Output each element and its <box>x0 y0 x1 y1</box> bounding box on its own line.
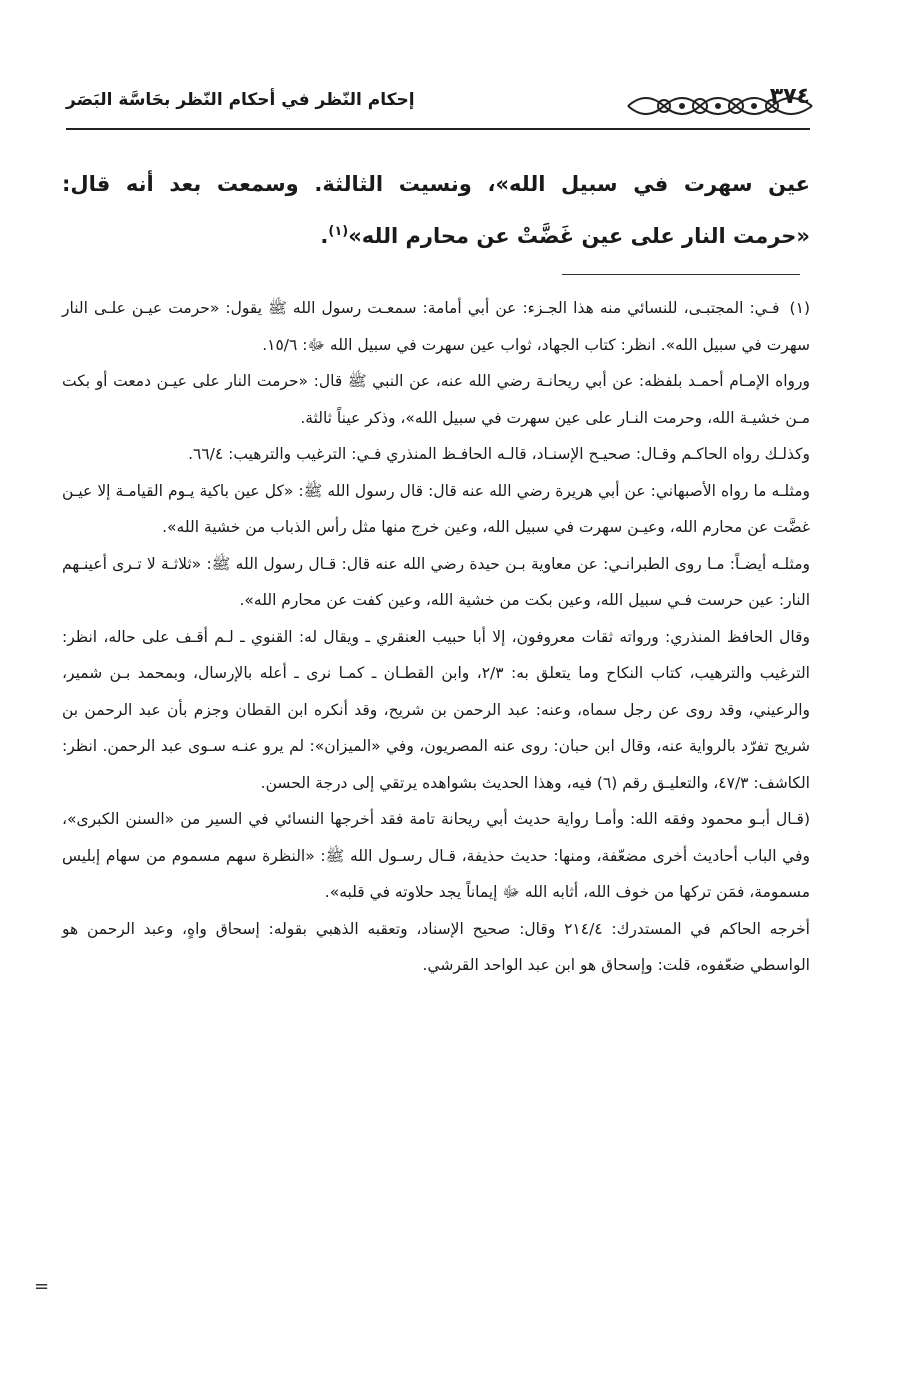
footnote-text-1: فـي: المجتبـى، للنسائي منه هذا الجـزء: عن أبي أمامة: سمعـت رسول الله ﷺ يقول: «حرمت عيـن علـى النار سهرت في سبيل الله». انظر: كتاب الجهاد، ثواب عين سهرت في سبيل الله ﷻ: ١٥/٦. <box>62 299 810 354</box>
running-title: إحكام النّظر في أحكام النّظر بحَاسَّة البَصَر <box>66 90 415 110</box>
footnotes <box>62 290 810 984</box>
footnote-number: (١) <box>789 299 810 317</box>
footnote-paragraph: وقال الحافظ المنذري: ورواته ثقات معروفون، إلا أبا حبيب العنقري ـ ويقال له: القنوي ـ لـم أقـف على حاله، انظر: الترغيب والترهيب، كتاب النكاح وما يتعلق به: ٢/٣، وابن القطـان ـ كمـا نرى ـ أعله بالإرسال، وبمحمد بـن شمير، والرعيني، وقد روى عن رجل سماه، وعنه: عبد الرحمن بن شريح، وقد أنكره ابن القطان وجزم بأن عبد الرحمن بن شريح تفرّد بالرواية عنه، وقال ابن حبان: روى عنه المصريون، وفي «الميزان»: لم يرو عنـه سـوى عبد الرحمن. انظر: الكاشف: ٤٧/٣، والتعليـق رقم (٦) فيه، وهذا الحديث بشواهده يرتقي إلى درجة الحسن. <box>62 627 810 792</box>
footnote-separator <box>562 274 800 275</box>
decorative-ornament-icon <box>626 86 816 126</box>
footnote-paragraph: أخرجه الحاكم في المستدرك: ٢١٤/٤ وقال: صحيح الإسناد، وتعقبه الذهبي بقوله: إسحاق واهٍ، وعبد الرحمن هو الواسطي ضعّفوه، قلت: وإسحاق هو ابن عبد الواحد القرشي. <box>62 919 810 974</box>
main-text-connector: »، ونسيت الثالثة. وسمعت بعد أنه قال: « <box>62 172 810 248</box>
main-quote-close: » <box>348 224 362 248</box>
main-text <box>62 160 810 260</box>
main-quote-2: حرمت النار على عين غَضَّتْ عن محارم الله <box>361 224 797 248</box>
page-number: ٣٧٤ <box>769 84 810 109</box>
footnote-reference[interactable]: (١) <box>328 224 349 239</box>
main-period: . <box>320 224 329 248</box>
footnote-paragraph: (قـال أبـو محمود وفقه الله: وأمـا رواية حديث أبي ريحانة تامة فقد أخرجها النسائي في السير من «السنن الكبرى»، وفي الباب أحاديث أخرى مضعّفة، ومنها: حديث حذيفة، قـال رسـول الله ﷺ: «النظرة سهم مسموم من سهام إبليس مسمومة، فمَن تركها من خوف الله، أثابه الله ﷻ إيماناً يجد حلاوته في قلبه». <box>62 810 810 901</box>
footnote-paragraph: ورواه الإمـام أحمـد بلفظه: عن أبي ريحانـة رضي الله عنه، عن النبي ﷺ قال: «حرمت النار على عيـن دمعت أو بكت مـن خشيـة الله، وحرمت النـار على عين سهرت في سبيل الله»، وذكر عيناً ثالثة. <box>62 372 810 427</box>
footnote-paragraph: وكذلـك رواه الحاكـم وقـال: صحيـح الإسنـاد، قالـه الحافـظ المنذري فـي: الترغيب والترهيب: ٦٦/٤. <box>188 445 810 463</box>
page-header <box>66 80 810 124</box>
footnote-paragraph: ومثلـه أيضـاً: مـا روى الطبرانـي: عن معاوية بـن حيدة رضي الله عنه قال: قـال رسول الله ﷺ: «ثلاثـة لا تـرى أعينـهم النار: عين حرست فـي سبيل الله، وعين بكت من خشية الله، وعين كفت عن محارم الله». <box>62 554 810 609</box>
footnote-paragraph <box>62 290 810 363</box>
footnote-paragraph: ومثلـه ما رواه الأصبهاني: عن أبي هريرة رضي الله عنه قال: قال رسول الله ﷺ: «كل عين باكية يـوم القيامـة إلا عيـن غضَّت عن محارم الله، وعيـن سهرت في سبيل الله، وعين خرج منها مثل رأس الذباب من خشية الله». <box>62 481 810 536</box>
continuation-mark: = <box>34 1276 50 1297</box>
header-rule <box>66 128 810 130</box>
main-quote-1: عين سهرت في سبيل الله <box>509 172 810 196</box>
